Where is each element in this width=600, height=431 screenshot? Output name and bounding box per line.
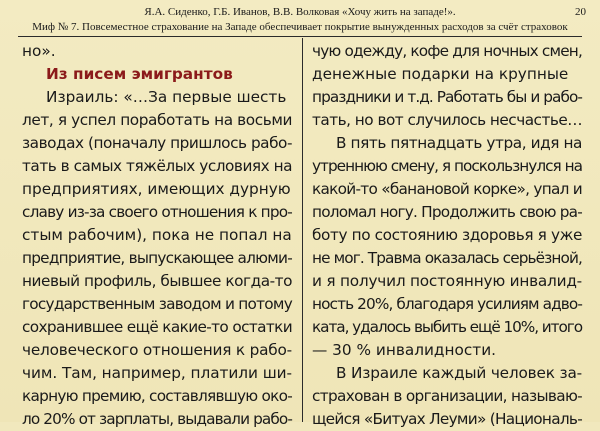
- text-line: боту по состоянию здоровья я уже: [312, 226, 582, 244]
- text-line: утреннюю смену, я поскользнулся на: [312, 157, 582, 175]
- section-heading: Из писем эмигрантов: [46, 65, 233, 83]
- text-line: сохранившее ещё какие-то остатки: [22, 318, 292, 336]
- page-number: 20: [575, 6, 586, 18]
- text-line: чую одежду, кофе для ночных смен,: [312, 42, 582, 60]
- text-line: человеческого отношения к рабо-: [22, 341, 292, 359]
- text-line: щейся «Битуах Леуми» (Националь-: [312, 410, 582, 428]
- header-rule: [18, 36, 582, 37]
- text-line: праздники и т.д. Работать бы и рабо-: [312, 88, 582, 106]
- text-line: заводах (поначалу пришлось рабо-: [22, 134, 292, 152]
- text-line: ность 20%, благодаря усилиям адво-: [312, 295, 582, 313]
- text-line: славу из-за своего отношения к про-: [22, 203, 292, 221]
- header-chapter-title: Миф № 7. Повсеместное страхование на Западе обеспечивает покрытие вынужденных расходов за счёт страховок: [32, 21, 568, 33]
- text-line: стым рабочим), пока не попал на: [22, 226, 292, 244]
- text-line: денежные подарки на крупные: [312, 65, 569, 83]
- text-line: чим. Там, например, платили ши-: [22, 364, 292, 382]
- text-line: но».: [22, 42, 56, 60]
- header-authors-title: Я.А. Сиденко, Г.Б. Иванов, В.В. Волковая «Хочу жить на западе!».: [144, 6, 456, 18]
- text-line: тать в самых тяжёлых условиях на: [22, 157, 292, 175]
- text-line: тать, но вот случилось несчастье…: [312, 111, 582, 129]
- text-line: предприятие, выпускающее алюми-: [22, 249, 292, 267]
- text-line: [22, 86, 292, 109]
- text-line: и я получил постоянную инвалид-: [312, 272, 582, 290]
- text-line-content: Израиль: «…За первые шесть: [46, 88, 287, 106]
- left-column: [22, 40, 292, 431]
- text-line: В пять пятнадцать утра, идя на: [336, 134, 582, 152]
- text-line: В Израиле каждый человек за-: [336, 364, 582, 382]
- text-line: карную премию, составлявшую око-: [22, 387, 292, 405]
- text-line: — 30 % инвалидности.: [312, 341, 496, 359]
- text-line: ло 20% от зарплаты, выдавали рабо-: [22, 410, 292, 428]
- column-divider: [302, 38, 303, 422]
- text-line: не мог. Травма оказалась серьёзной,: [312, 249, 582, 267]
- text-line: государственным заводом и потому: [22, 295, 292, 313]
- text-line: поломал ногу. Продолжить свою ра-: [312, 203, 582, 221]
- text-line: ниевый профиль, бывшее когда-то: [22, 272, 292, 290]
- text-line: ката, удалось выбить ещё 10%, итого: [312, 318, 582, 336]
- right-column: [312, 40, 582, 431]
- text-line: лет, я успел поработать на восьми: [22, 111, 292, 129]
- running-header: [0, 0, 600, 38]
- text-line: предприятиях, имеющих дурную: [22, 180, 291, 198]
- text-line: страхован в организации, называю-: [312, 387, 582, 405]
- text-line: какой-то «банановой корке», упал и: [312, 180, 582, 198]
